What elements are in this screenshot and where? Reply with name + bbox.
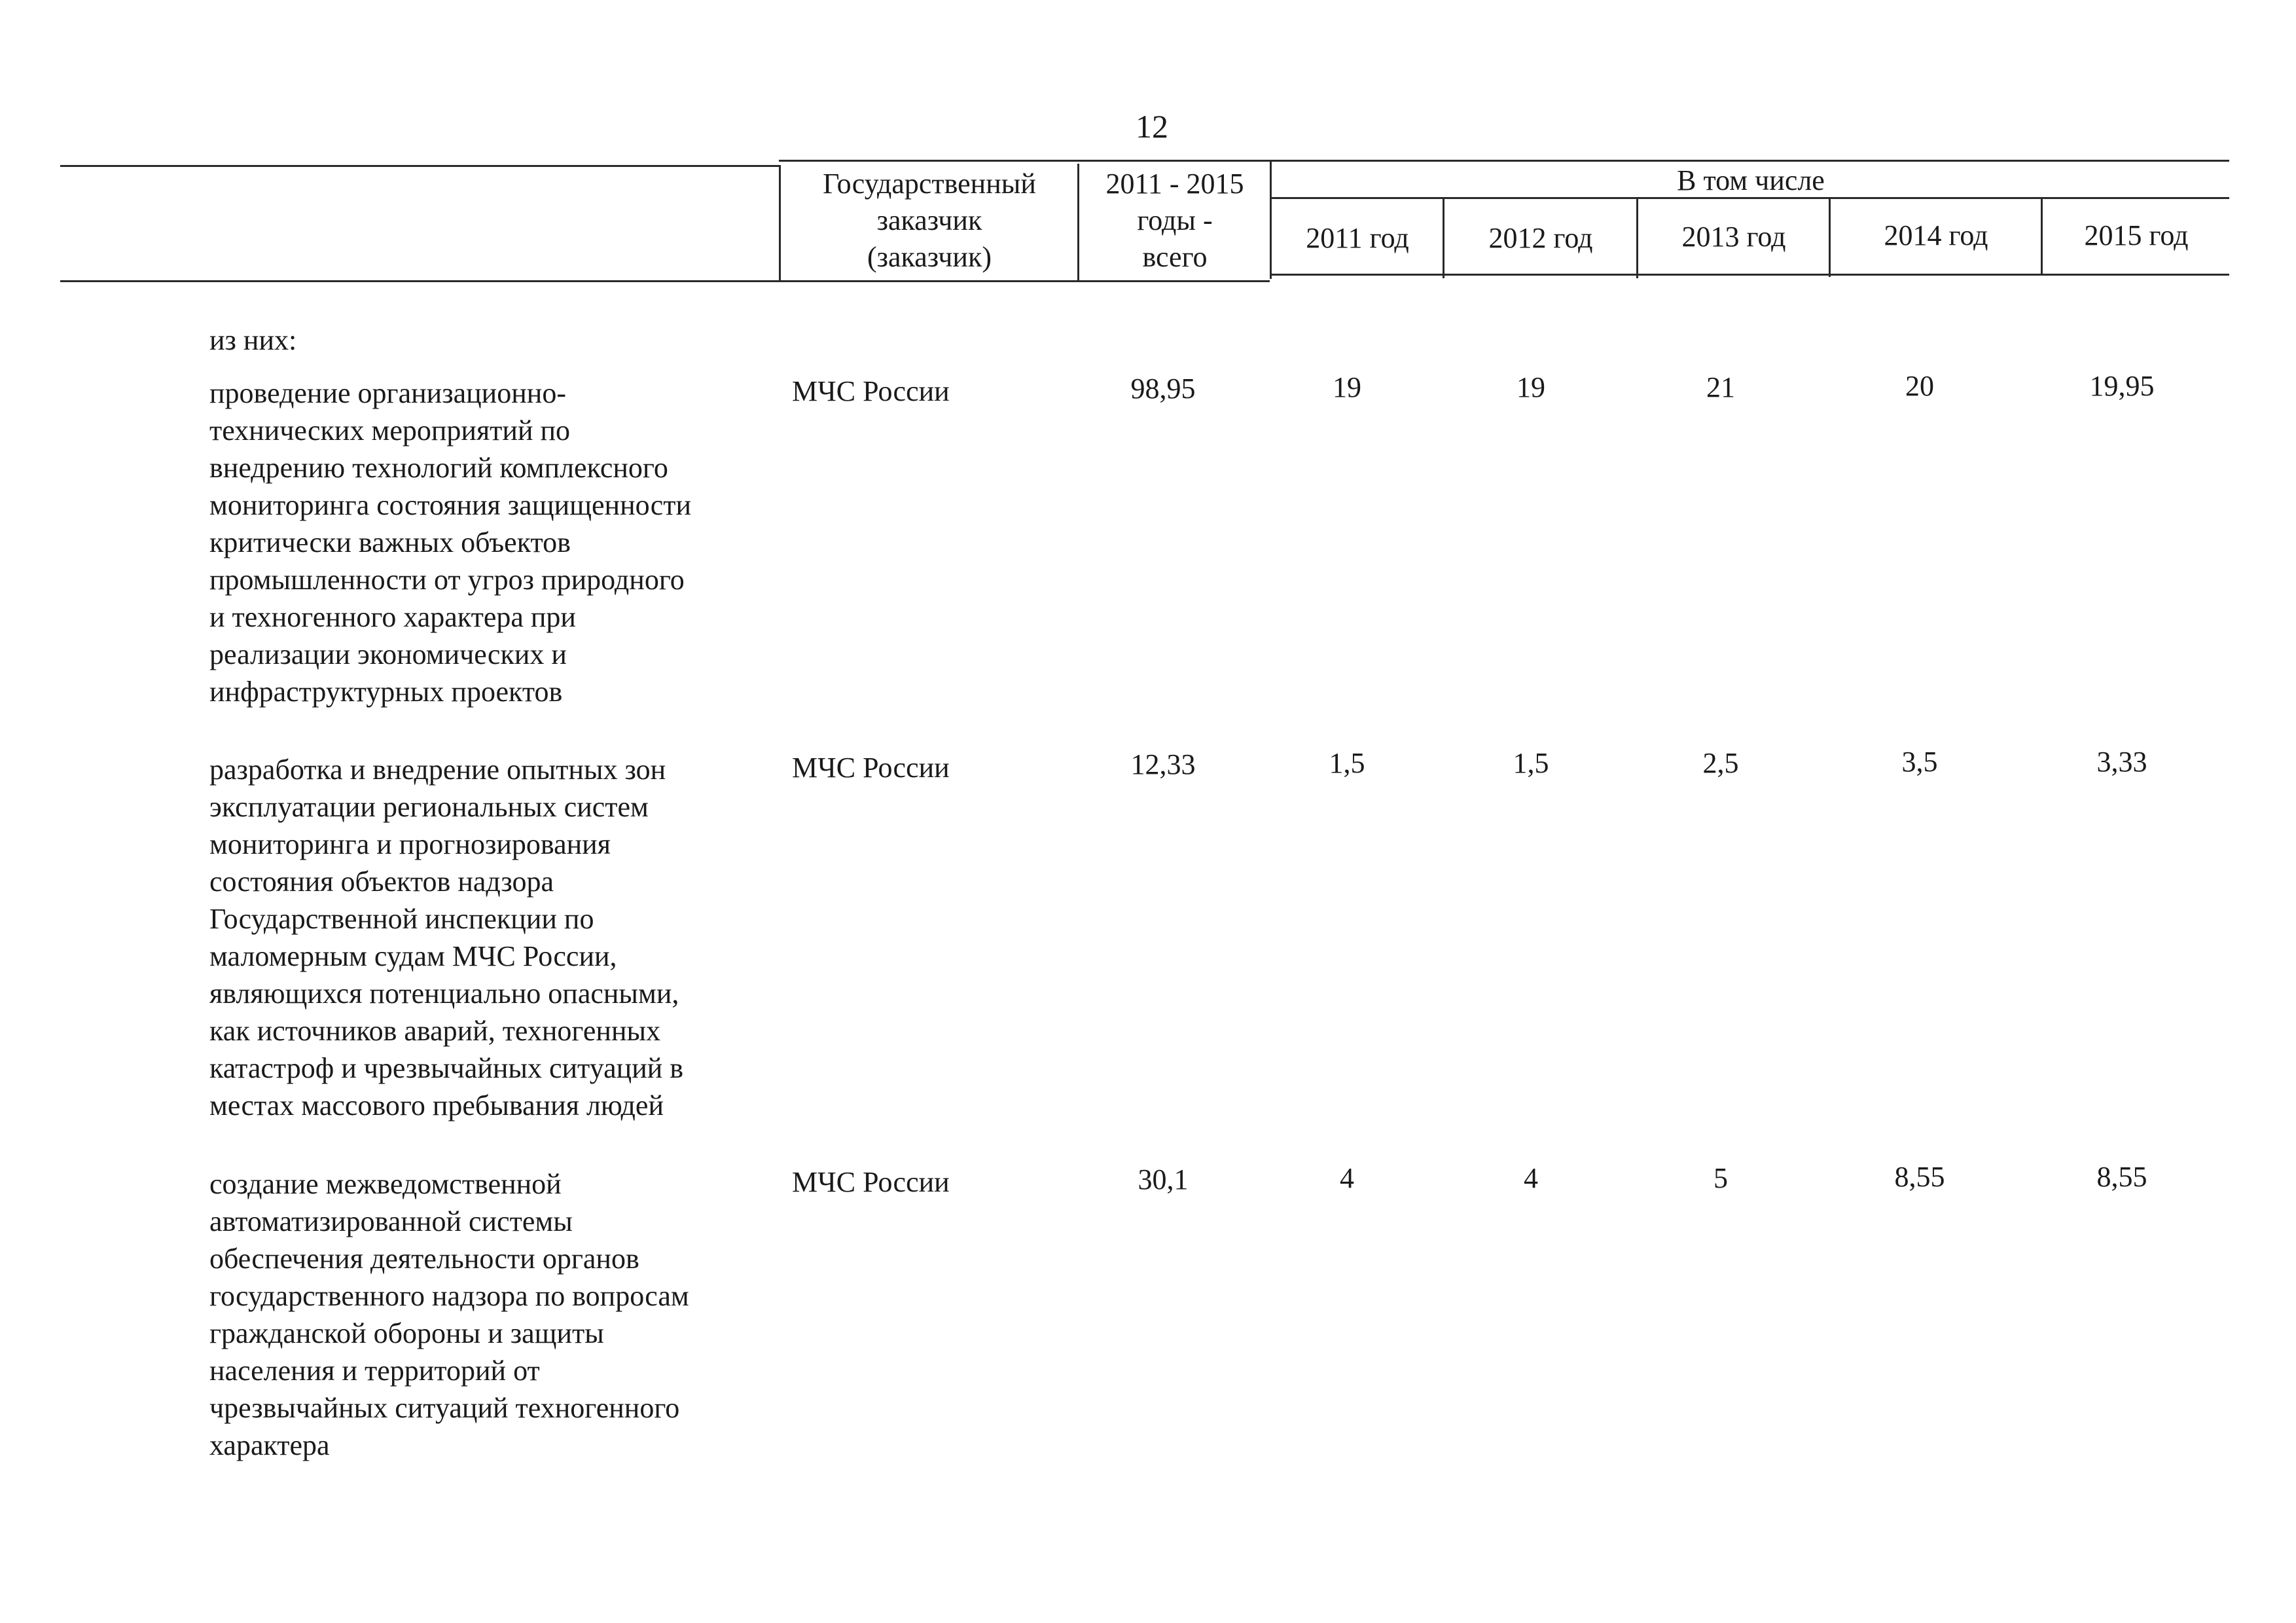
col-sep-customer	[779, 165, 781, 280]
row-3-2012: 4	[1524, 1162, 1538, 1194]
row-2-2015: 3,33	[2096, 746, 2147, 778]
row-1-2013: 21	[1706, 371, 1735, 403]
row-3-2014: 8,55	[1894, 1161, 1945, 1193]
header-total: 2011 - 2015 годы - всего	[1105, 168, 1244, 273]
header-year-2015: 2015 год	[2084, 219, 2189, 251]
header-year-2012: 2012 год	[1488, 222, 1593, 254]
row-3-2013: 5	[1713, 1162, 1728, 1194]
header-including: В том числе	[1677, 164, 1825, 196]
row-2-2011: 1,5	[1329, 747, 1365, 779]
col-sep-2013	[1636, 198, 1638, 278]
header-top-rule-right	[779, 160, 2229, 162]
col-sep-2015	[2041, 198, 2043, 276]
header-year-2013: 2013 год	[1681, 221, 1786, 253]
row-1-total: 98,95	[1130, 373, 1196, 405]
row-2-2013: 2,5	[1702, 747, 1739, 779]
row-3-total: 30,1	[1138, 1163, 1189, 1195]
col-sep-years	[1270, 161, 1272, 279]
row-2-customer: МЧС России	[792, 752, 950, 784]
row-1-description: проведение организационно- технических мероприятий по внедрению технологий комплексного мониторинга состояния защищенности критически важных объектов промышленности от угроз природного и техногенного характера при реализации экономических и инфраструктурных проектов	[209, 377, 692, 708]
header-year-2011: 2011 год	[1306, 222, 1409, 254]
row-3-2015: 8,55	[2096, 1161, 2147, 1193]
row-2-2014: 3,5	[1901, 746, 1938, 778]
row-3-2011: 4	[1340, 1162, 1354, 1194]
section-label: из них:	[209, 324, 297, 356]
header-bottom-rule	[60, 280, 1270, 282]
row-3-customer: МЧС России	[792, 1166, 950, 1198]
page-number: 12	[1136, 108, 1168, 145]
row-1-2011: 19	[1333, 371, 1361, 403]
header-bottom-rule-right	[1270, 274, 2229, 276]
header-top-rule	[60, 165, 779, 167]
col-sep-total	[1077, 164, 1079, 280]
header-year-2014: 2014 год	[1884, 219, 1988, 251]
col-sep-2014	[1829, 198, 1831, 277]
header-customer: Государственный заказчик (заказчик)	[823, 168, 1036, 273]
row-2-2012: 1,5	[1513, 747, 1549, 779]
col-sep-2012	[1443, 198, 1444, 278]
row-1-customer: МЧС России	[792, 375, 950, 407]
row-2-total: 12,33	[1130, 748, 1196, 780]
row-2-description: разработка и внедрение опытных зон эксплуатации региональных систем мониторинга и прогнозирования состояния объектов надзора Государственной инспекции по маломерным судам МЧС России, являющихся потенциально опасными, как источников аварий, техногенных катастроф и чрезвычайных ситуаций в местах массового пребывания людей	[209, 754, 684, 1122]
row-1-2014: 20	[1905, 370, 1934, 402]
row-1-2015: 19,95	[2089, 370, 2155, 402]
row-3-description: создание межведомственной автоматизированной системы обеспечения деятельности органов государственного надзора по вопросам гражданской обороны и защиты населения и территорий от чрезвычайных ситуаций техногенного характера	[209, 1168, 689, 1461]
row-1-2012: 19	[1516, 371, 1545, 403]
